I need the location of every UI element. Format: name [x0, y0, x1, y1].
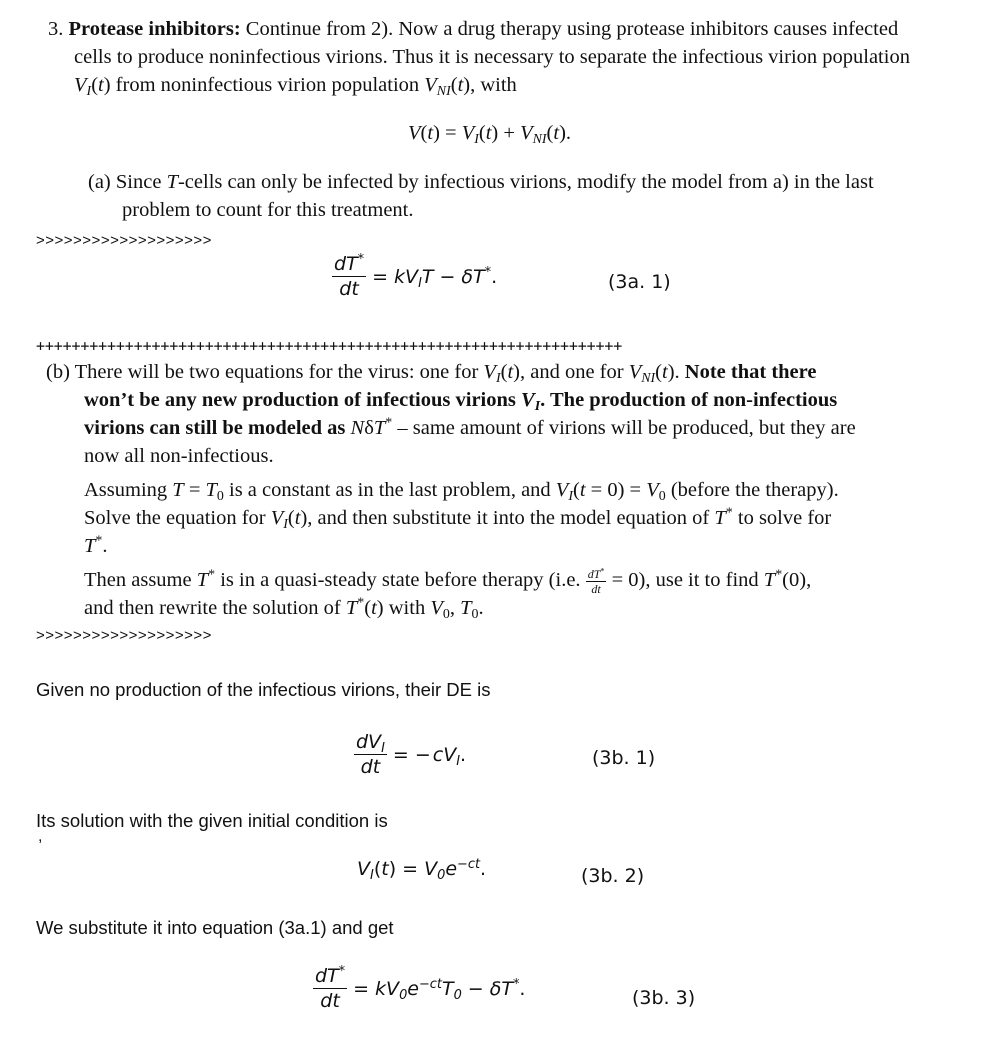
problem-number: 3. — [48, 18, 64, 40]
part-b-label: (b) — [46, 361, 70, 383]
equation-3b2: $V_I(t) = V_0e^{-ct}$. — [357, 856, 487, 883]
part-b-line8: Then assume T* is in a quasi-steady state before therapy (i.e. $\frac{dT^*}{dt}$ = 0), use it to find T*(0), — [84, 566, 812, 596]
solution-text-2: Its solution with the given initial condition is — [36, 810, 388, 831]
part-b-line6: Solve the equation for $V_I(t)$, and then substitute it into the model equation of T* to solve for — [84, 505, 832, 533]
equation-number-3a1: (3a. 1) — [608, 271, 671, 293]
part-b-line7: T*. — [84, 533, 108, 557]
separator-b: >>>>>>>>>>>>>>>>>>> — [36, 627, 212, 644]
problem-intro-line2: cells to produce noninfectious virions. Thus it is necessary to separate the infectious virion population — [74, 46, 910, 68]
part-b-line4: now all non-infectious. — [84, 445, 274, 467]
equation-number-3b2: (3b. 2) — [581, 865, 645, 887]
part-b-line1: (b) There will be two equations for the virus: one for $V_I(t)$, and one for $V_{NI}(t)$. Note that there — [46, 361, 817, 387]
solution-text-1: Given no production of the infectious virions, their DE is — [36, 679, 491, 700]
part-a-label: (a) — [88, 171, 111, 193]
part-a-line1: (a) Since T-cells can only be infected by infectious virions, modify the model from a) in the last — [88, 171, 874, 193]
solution-text-3: We substitute it into equation (3a.1) and get — [36, 917, 394, 938]
intro-text-3b: , with — [470, 74, 517, 96]
problem-title: Protease inhibitors: — [68, 18, 241, 40]
stray-tick: , — [38, 828, 43, 845]
equation-3a1: $\frac{dT^*}{dt}$ = $kV_IT$ − δT*. — [334, 251, 498, 300]
part-b-line9: and then rewrite the solution of T*(t) with $V_0$, $T_0$. — [84, 595, 484, 623]
problem-intro-line3: $V_I(t)$ from noninfectious virion population $V_{NI}(t)$, with — [74, 74, 517, 100]
equation-3b1: $\frac{dV_I}{dt}$ = − $cV_I$. — [356, 731, 467, 778]
plus-separator: ++++++++++++++++++++++++++++++++++++++++++++++++++++++++++++++++++ — [36, 337, 623, 355]
intro-text-1: Continue from 2). Now a drug therapy using protease inhibitors causes infected — [240, 18, 899, 40]
part-a-line2: problem to count for this treatment. — [122, 199, 414, 221]
intro-text-3a: from noninfectious virion population — [110, 74, 425, 96]
equation-3b3: $\frac{dT^*}{dt}$ = $kV_0e^{-ct}T_0$ − δT*. — [315, 963, 526, 1012]
equation-number-3b3: (3b. 3) — [632, 987, 696, 1009]
equation-number-3b1: (3b. 1) — [592, 747, 656, 769]
separator-a: >>>>>>>>>>>>>>>>>>> — [36, 232, 212, 249]
problem-intro-line1 — [48, 15, 968, 43]
part-b-line2: won’t be any new production of infectious virions $V_I$. The production of non-infectious — [84, 389, 838, 415]
part-b-line5: Assuming $T = T_0$ is a constant as in the last problem, and $V_I(t = 0) = V_0$ (before the therapy). — [84, 479, 839, 505]
main-equation: $V(t) = V_I(t) + V_{NI}(t)$. — [408, 122, 572, 148]
part-b-line3: virions can still be modeled as NδT* – same amount of virions will be produced, but they are — [84, 415, 856, 439]
